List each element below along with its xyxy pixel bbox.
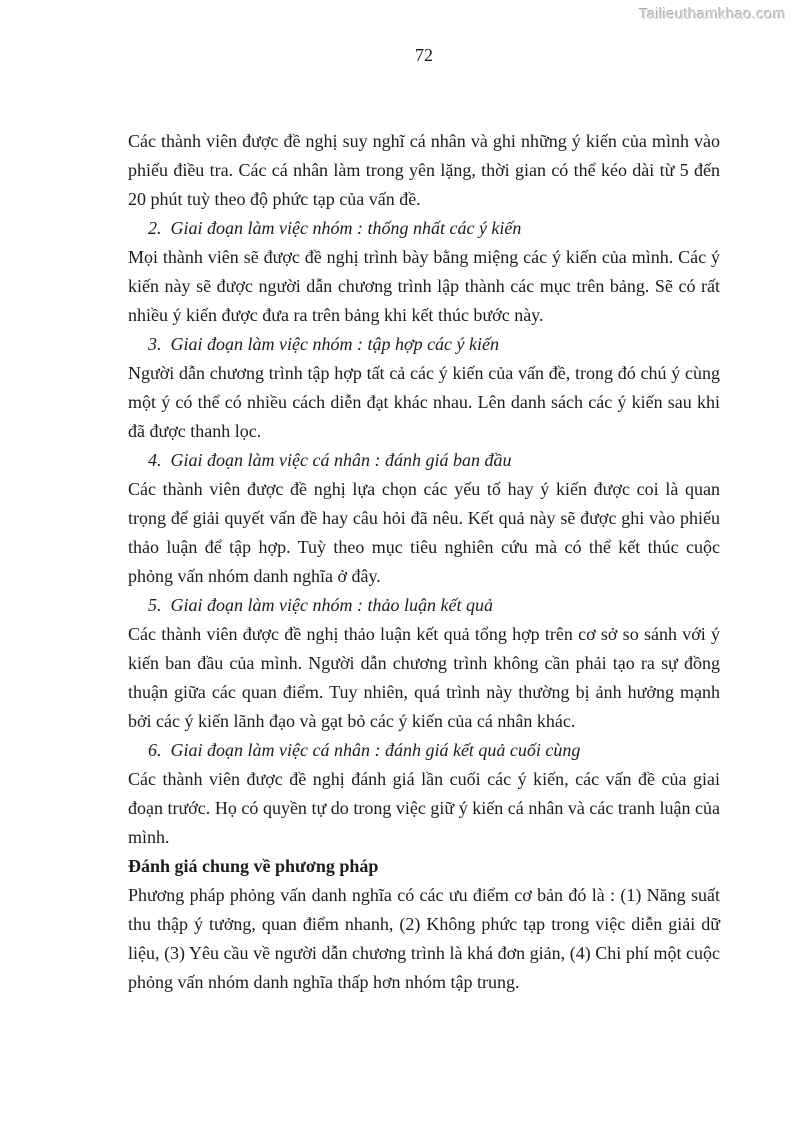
paragraph: Các thành viên được đề nghị suy nghĩ cá nhân và ghi những ý kiến của mình vào phiếu điều tra. Các cá nhân làm trong yên lặng, thời gian có thể kéo dài từ 5 đến 20 phút tuỳ theo độ phức tạp của vấn đề. <box>128 131 720 209</box>
page-number: 72 <box>415 45 433 65</box>
paragraph: Các thành viên được đề nghị lựa chọn các yếu tố hay ý kiến được coi là quan trọng để giải quyết vấn đề hay câu hỏi đã nêu. Kết quả này sẽ được ghi vào phiếu thảo luận để tập hợp. Tuỳ theo mục tiêu nghiên cứu mà có thể kết thúc cuộc phỏng vấn nhóm danh nghĩa ở đây. <box>128 479 720 586</box>
list-item-label: Giai đoạn làm việc nhóm : thống nhất các ý kiến <box>170 218 522 238</box>
list-item-label: Giai đoạn làm việc cá nhân : đánh giá ban đầu <box>170 450 512 470</box>
list-item <box>128 330 720 359</box>
list-item <box>128 736 720 765</box>
list-item-label: Giai đoạn làm việc nhóm : tập hợp các ý kiến <box>170 334 500 354</box>
text-column <box>128 127 720 997</box>
section-heading: Đánh giá chung về phương pháp <box>128 856 379 876</box>
watermark: Tailieuthamkhao.com <box>639 6 786 23</box>
paragraph: Phương pháp phỏng vấn danh nghĩa có các ưu điểm cơ bản đó là : (1) Năng suất thu thập ý tưởng, quan điểm nhanh, (2) Không phức tạp trong việc diễn giải dữ liệu, (3) Yêu cầu về người dẫn chương trình là khá đơn giản, (4) Chi phí một cuộc phỏng vấn nhóm danh nghĩa thấp hơn nhóm tập trung. <box>128 885 720 992</box>
list-item-number: 6. <box>148 740 162 760</box>
paragraph: Các thành viên được đề nghị thảo luận kết quả tổng hợp trên cơ sở so sánh với ý kiến ban đầu của mình. Người dẫn chương trình không cần phải tạo ra sự đồng thuận giữa các quan điểm. Tuy nhiên, quá trình này thường bị ảnh hưởng mạnh bởi các ý kiến lãnh đạo và gạt bỏ các ý kiến của cá nhân khác. <box>128 624 720 731</box>
list-item-number: 2. <box>148 218 162 238</box>
list-item-label: Giai đoạn làm việc cá nhân : đánh giá kết quả cuối cùng <box>170 740 581 760</box>
list-item-number: 3. <box>148 334 162 354</box>
list-item-label: Giai đoạn làm việc nhóm : thảo luận kết quả <box>170 595 493 615</box>
list-item-number: 4. <box>148 450 162 470</box>
list-item-number: 5. <box>148 595 162 615</box>
paragraph: Người dẫn chương trình tập hợp tất cả các ý kiến của vấn đề, trong đó chú ý cùng một ý có thể có nhiều cách diễn đạt khác nhau. Lên danh sách các ý kiến sau khi đã được thanh lọc. <box>128 363 720 441</box>
paragraph: Mọi thành viên sẽ được đề nghị trình bày bằng miệng các ý kiến của mình. Các ý kiến này sẽ được người dẫn chương trình lập thành các mục trên bảng. Sẽ có rất nhiều ý kiến được đưa ra trên bảng khi kết thúc bước này. <box>128 247 720 325</box>
list-item <box>128 591 720 620</box>
list-item <box>128 214 720 243</box>
paragraph: Các thành viên được đề nghị đánh giá lần cuối các ý kiến, các vấn đề của giai đoạn trước. Họ có quyền tự do trong việc giữ ý kiến cá nhân và các tranh luận của mình. <box>128 769 720 847</box>
list-item <box>128 446 720 475</box>
